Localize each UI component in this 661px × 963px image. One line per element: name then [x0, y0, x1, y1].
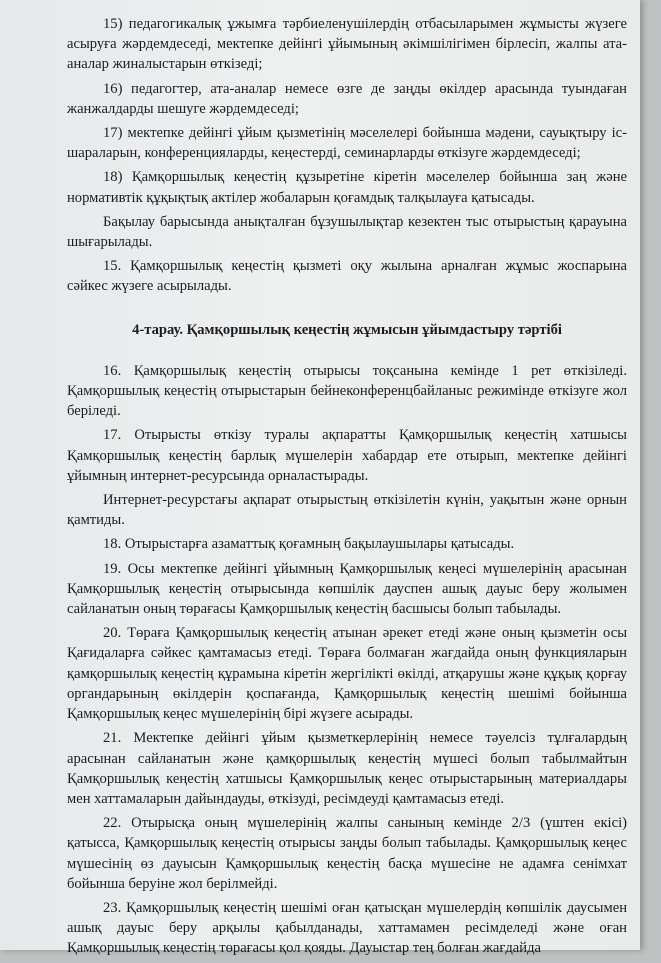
paragraph-item-16: 16) педагогтер, ата-аналар немесе өзге де заңды өкілдер арасында туындаған жанжалдарды шешуге жәрдемдеседі; — [67, 80, 627, 117]
paragraph-clause-23: 23. Қамқоршылық кеңестің шешімі оған қатысқан мүшелердің көпшілік даусымен ашық дауыс беру арқылы қабылданады, хаттамамен ресімделеді және оған Қамқоршылық кеңестің төрағасы қол қояды. Дауыстар тең болған жағдайда — [67, 899, 627, 957]
paragraph-clause-15: 15. Қамқоршылық кеңестің қызметі оқу жылына арналған жұмыс жоспарына сәйкес жүзеге асырылады. — [67, 258, 627, 295]
paragraph-clause-18: 18. Отырыстарға азаматтық қоғамның бақылаушылары қатысады. — [103, 536, 515, 553]
paragraph-clause-16: 16. Қамқоршылық кеңестің отырысы тоқсанына кемінде 1 рет өткізіледі. Қамқоршылық кеңестің отырыстарын бейнеконференцбайланыс режимінде өткізуге жол беріледі. — [67, 362, 627, 420]
paragraph-clause-20: 20. Төраға Қамқоршылық кеңестің атынан әрекет етеді және оның қызметін осы Қағидаларға сәйкес қамтамасыз етеді. Төраға болмаған жағдайда оның функцияларын қамқоршылық кеңестің құрамына кіретін жергілікті өкілді, атқарушы және құқық қорғау органдарының өкілдерін қоспағанда, Қамқоршылық кеңестің шешімі бойынша Қамқоршылық кеңес мүшелерінің бірі жүзеге асырады. — [67, 625, 627, 723]
paragraph-internet-info: Интернет-ресурстағы ақпарат отырыстың өткізілетін күнін, уақытын және орнын қамтиды. — [67, 492, 627, 529]
paragraph-clause-22: 22. Отырысқа оның мүшелерінің жалпы санының кемінде 2/3 (үштен екісі) қатысса, Қамқоршылық кеңестің отырысы заңды болып табылады. Қамқоршылық кеңес мүшесінің өз дауысын Қамқоршылық кеңестің басқа мүшесіне не адамға сенімхат бойынша беруіне жол берілмейді. — [67, 815, 627, 892]
document-text — [67, 14, 627, 963]
paragraph-item-17: 17) мектепке дейінгі ұйым қызметінің мәселелері бойынша мәдени, сауықтыру іс-шараларын, конференцияларды, кеңестерді, семинарларды өткізуге жәрдемдеседі; — [67, 125, 627, 162]
paragraph-control-note: Бақылау барысында анықталған бұзушылықтар кезектен тыс отырыстың қарауына шығарылады. — [67, 213, 627, 251]
paragraph-clause-19: 19. Осы мектепке дейінгі ұйымның Қамқоршылық кеңесі мүшелерінің арасынан Қамқоршылық кеңестің отырысында көпшілік дауспен ашық дауыс беру жолымен сайланатын оның төрағасы Қамқоршылық кеңестің басшысы болып табылады. — [67, 560, 627, 618]
paragraph-item-15: 15) педагогикалық ұжымға тәрбиеленушілердің отбасыларымен жұмысты жүзеге асыруға жәрдемдеседі, мектепке дейінгі ұйымының әкімшілігімен бірлесіп, жалпы ата-аналар жиналыстарын өткізеді; — [67, 16, 627, 73]
paragraph-clause-21: 21. Мектепке дейінгі ұйым қызметкерлерінің немесе тәуелсіз тұлғалардың арасынан сайланатын және қамқоршылық кеңестің мүшесі болып табылмайтын Қамқоршылық кеңестің хатшысы Қамқоршылық кеңес отырыстарының материалдары мен хаттамаларын дайындауды, өткізуді, ресімдеуді қамтамасыз етеді. — [67, 730, 627, 807]
paragraph-clause-17: 17. Отырысты өткізу туралы ақпаратты Қамқоршылық кеңестің хатшысы Қамқоршылық кеңестің барлық мүшелерін хабардар ете отырып, мектепке дейінгі ұйымның интернет-ресурсында орналастырады. — [67, 427, 627, 484]
paragraph-item-18: 18) Қамқоршылық кеңестің құзыретіне кіретін мәселелер бойынша заң және нормативтік құқықтық актілер жобаларын қоғамдық талқылауға қатысады. — [67, 169, 627, 206]
chapter-heading: 4-тарау. Қамқоршылық кеңестің жұмысын ұйымдастыру тәртібі — [132, 321, 562, 338]
